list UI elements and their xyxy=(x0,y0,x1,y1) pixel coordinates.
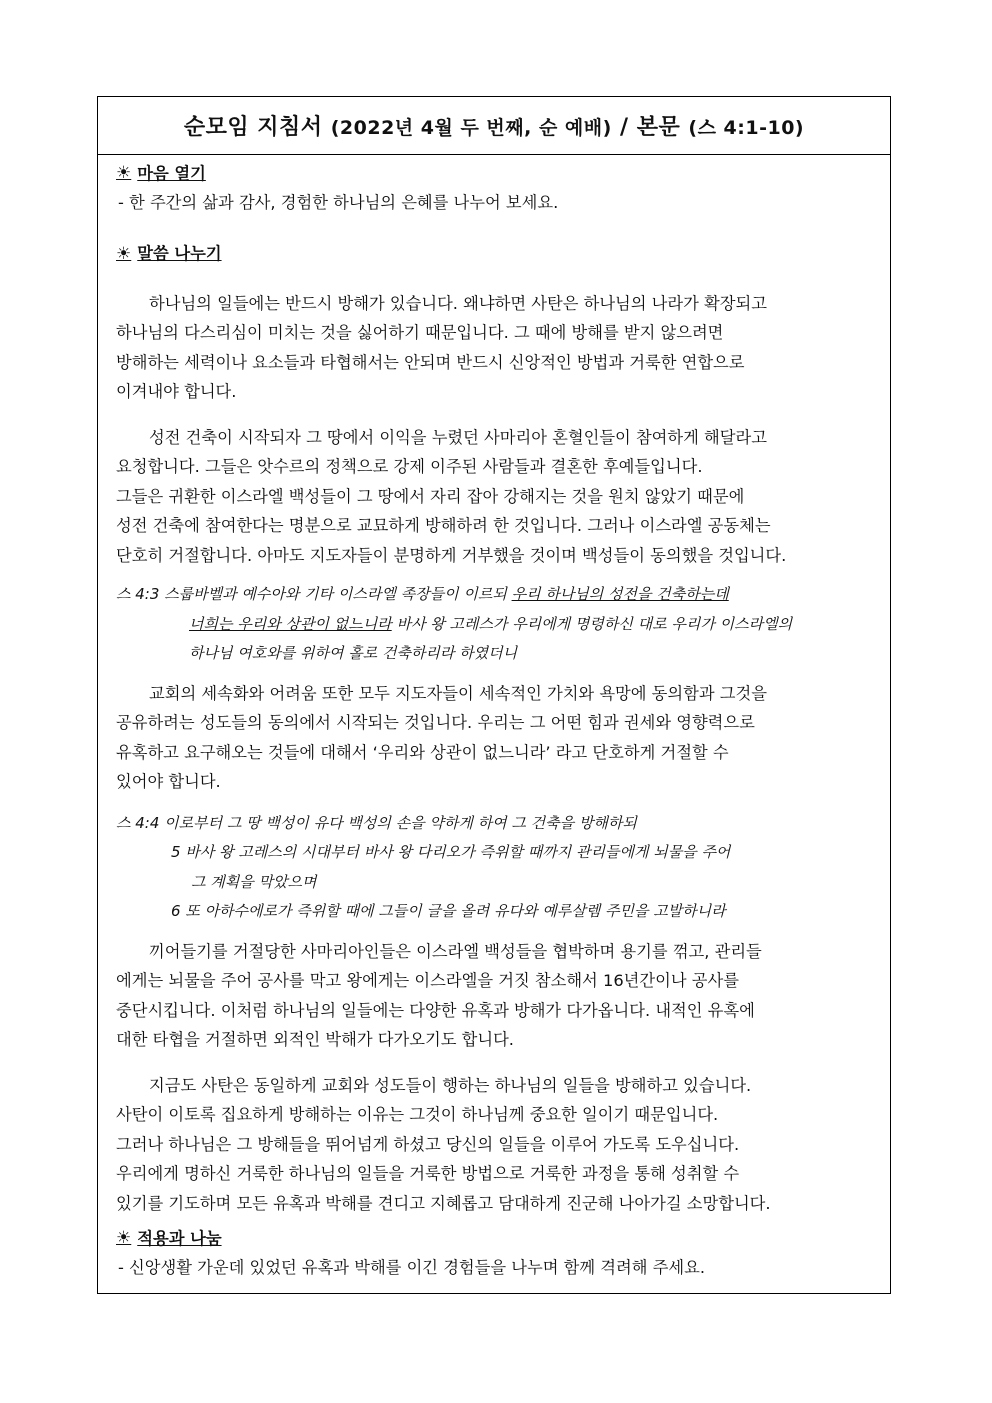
section-heading-word xyxy=(116,240,876,269)
verse-underlined: 너희는 우리와 상관이 없느니라 xyxy=(189,614,392,633)
sun-icon: ☀ xyxy=(116,1228,132,1248)
sun-icon: ☀ xyxy=(116,243,132,264)
content xyxy=(98,155,890,1283)
text-line: 대한 타협을 거절하면 외적인 박해가 다가오기도 합니다. xyxy=(116,1030,514,1049)
heading-label: 말씀 나누기 xyxy=(137,244,222,264)
verse-ref: 스 4:3 xyxy=(116,585,160,603)
paragraph-3 xyxy=(116,679,876,797)
verse-text: 그 계획을 막았으며 xyxy=(191,872,317,891)
text-line: 끼어들기를 거절당한 사마리아인들은 이스라엘 백성들을 협박하며 용기를 꺾고, 관리들 xyxy=(149,941,762,961)
text-line: 사탄이 이토록 집요하게 방해하는 이유는 그것이 하나님께 중요한 일이기 때문입니다. xyxy=(116,1105,719,1124)
text-line: 하나님의 일들에는 반드시 방해가 있습니다. 왜냐하면 사탄은 하나님의 나라가 확장되고 xyxy=(149,293,767,313)
text-line: 공유하려는 성도들의 동의에서 시작되는 것입니다. 우리는 그 어떤 힘과 권세와 영향력으로 xyxy=(116,713,755,732)
text-line: 하나님의 다스리심이 미치는 것을 싫어하기 때문입니다. 그 때에 방해를 받지 않으려면 xyxy=(116,323,724,342)
text-line: 중단시킵니다. 이처럼 하나님의 일들에는 다양한 유혹과 방해가 다가옵니다. 내적인 유혹에 xyxy=(116,1000,755,1020)
text-line: 이겨내야 합니다. xyxy=(116,382,237,401)
text-line: 성전 건축이 시작되자 그 땅에서 이익을 누렸던 사마리아 혼혈인들이 참여하게 해달라고 xyxy=(149,427,767,447)
title-main: 순모임 지침서 xyxy=(183,115,323,140)
verse-text: 6 또 아하수에로가 즉위할 때에 그들이 글을 올려 유다와 예루살렘 주민을 고발하니라 xyxy=(171,902,726,920)
paragraph-5 xyxy=(116,1071,876,1219)
heading-label: 마음 열기 xyxy=(137,163,206,183)
scripture-quote-1 xyxy=(116,580,876,669)
text-line: 교회의 세속화와 어려움 또한 모두 지도자들이 세속적인 가치와 욕망에 동의함과 그것을 xyxy=(149,683,767,703)
paragraph-2 xyxy=(116,423,876,571)
text-line: 우리에게 명하신 거룩한 하나님의 일들을 거룩한 방법으로 거룩한 과정을 통해 성취할 수 xyxy=(116,1164,740,1183)
paragraph-1 xyxy=(116,289,876,407)
guide-sheet xyxy=(97,96,891,1294)
text-line: 요청합니다. 그들은 앗수르의 정책으로 강제 이주된 사람들과 결혼한 후예들입니다. xyxy=(116,457,703,476)
title-slash: / xyxy=(620,115,629,140)
text-line: 성전 건축에 참여한다는 명분으로 교묘하게 방해하려 한 것입니다. 그러나 이스라엘 공동체는 xyxy=(116,516,771,535)
page-title xyxy=(184,110,804,141)
heading-label: 적용과 나눔 xyxy=(137,1228,222,1248)
text-line: 에게는 뇌물을 주어 공사를 막고 왕에게는 이스라엘을 거짓 참소해서 16년간이나 공사를 xyxy=(116,971,739,990)
text-line: 단호히 거절합니다. 아마도 지도자들이 분명하게 거부했을 것이며 백성들이 동의했을 것입니다. xyxy=(116,545,787,565)
text-line: 유혹하고 요구해오는 것들에 대해서 ‘우리와 상관이 없느니라’ 라고 단호하게 거절할 수 xyxy=(116,742,729,762)
verse-text: 바사 왕 고레스가 우리에게 명령하신 대로 우리가 이스라엘의 xyxy=(391,614,793,633)
text-line: 그들은 귀환한 이스라엘 백성들이 그 땅에서 자리 잡아 강해지는 것을 원치 않았기 때문에 xyxy=(116,486,745,506)
title-reference: (스 4:1-10) xyxy=(688,117,805,139)
verse-text: 스룹바벨과 예수아와 기타 이스라엘 족장들이 이르되 xyxy=(164,585,512,603)
scripture-quote-2 xyxy=(116,809,876,927)
text-line: 있어야 합니다. xyxy=(116,772,221,791)
title-bar xyxy=(98,97,890,155)
section-heading-apply xyxy=(116,1224,876,1253)
verse-text: 스 4:4 이로부터 그 땅 백성이 유다 백성의 손을 약하게 하여 그 건축을 방해하되 xyxy=(116,813,637,832)
text-line: 방해하는 세력이나 요소들과 타협해서는 안되며 반드시 신앙적인 방법과 거룩한 연합으로 xyxy=(116,352,745,372)
opening-line: - 한 주간의 삶과 감사, 경험한 하나님의 은혜를 나누어 보세요. xyxy=(118,193,559,212)
text-line: 그러나 하나님은 그 방해들을 뛰어넘게 하셨고 당신의 일들을 이루어 가도록 도우십니다. xyxy=(116,1134,740,1154)
title-sub: (2022년 4월 두 번째, 순 예배) xyxy=(330,117,612,139)
verse-underlined: 우리 하나님의 성전을 건축하는데 xyxy=(511,585,729,603)
text-line: 있기를 기도하며 모든 유혹과 박해를 견디고 지혜롭고 담대하게 진군해 나아가길 소망합니다. xyxy=(116,1193,771,1213)
title-text-label: 본문 xyxy=(636,115,681,140)
verse-text: 하나님 여호와를 위하여 홀로 건축하리라 하였더니 xyxy=(189,644,518,662)
section-heading-opening xyxy=(116,159,876,188)
paragraph-4 xyxy=(116,937,876,1055)
text-line: 지금도 사탄은 동일하게 교회와 성도들이 행하는 하나님의 일들을 방해하고 있습니다. xyxy=(149,1075,752,1095)
apply-line: - 신앙생활 가운데 있었던 유혹과 박해를 이긴 경험들을 나누며 함께 격려해 주세요. xyxy=(118,1258,705,1277)
verse-text: 5 바사 왕 고레스의 시대부터 바사 왕 다리오가 즉위할 때까지 관리들에게 뇌물을 주어 xyxy=(171,843,731,861)
sun-icon: ☀ xyxy=(116,163,132,183)
